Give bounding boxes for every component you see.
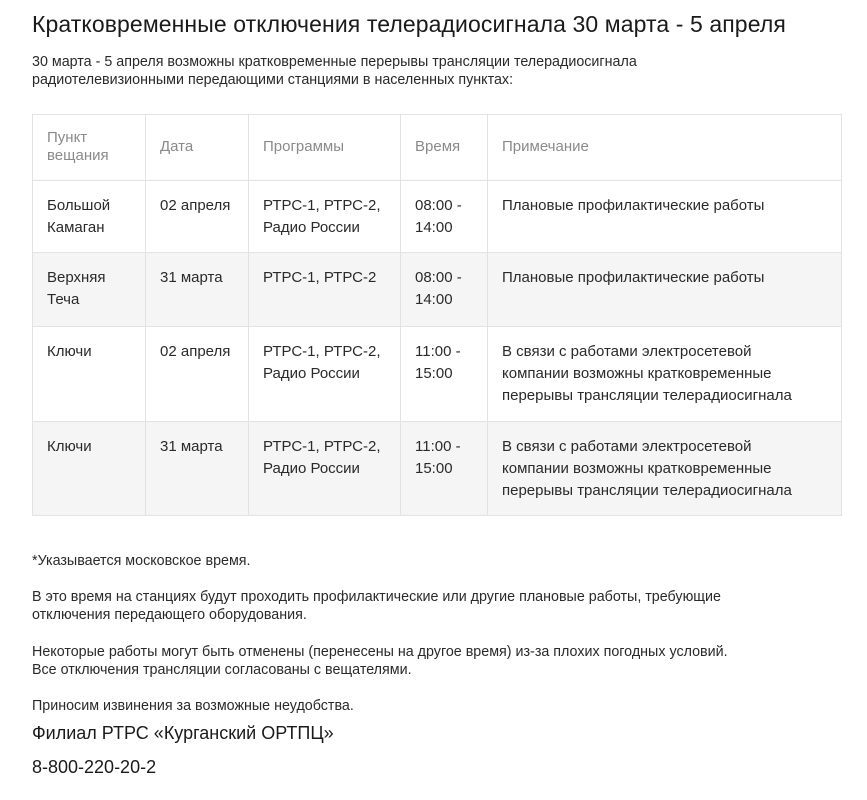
header-date: Дата [146, 115, 249, 181]
table-row [33, 327, 842, 422]
intro-text [32, 53, 834, 89]
cell-note: Плановые профилактические работы [488, 253, 842, 327]
cell-note: В связи с работами электросетевой компании возможны кратковременные перерывы трансляции телерадиосигнала [488, 327, 842, 422]
header-note: Примечание [488, 115, 842, 181]
cell-date: 31 марта [146, 253, 249, 327]
intro-line: 30 марта - 5 апреля возможны кратковременные перерывы трансляции телерадиосигнала [32, 54, 637, 70]
cell-programs: РТРС-1, РТРС-2, Радио России [249, 422, 401, 516]
works-note-line: В это время на станциях будут проходить профилактические или другие плановые работы, требующие [32, 589, 721, 605]
table-row [33, 422, 842, 516]
intro-line: радиотелевизионными передающими станциями в населенных пунктах: [32, 72, 514, 88]
cell-date: 31 марта [146, 422, 249, 516]
cell-note: В связи с работами электросетевой компании возможны кратковременные перерывы трансляции телерадиосигнала [488, 422, 842, 516]
works-note-line: отключения передающего оборудования. [32, 607, 307, 623]
cell-point: Ключи [33, 422, 146, 516]
header-programs: Программы [249, 115, 401, 181]
header-time: Время [401, 115, 488, 181]
cell-point: Большой Камаган [33, 181, 146, 253]
cell-time: 08:00 - 14:00 [401, 181, 488, 253]
cell-date: 02 апреля [146, 181, 249, 253]
apology-note: Приносим извинения за возможные неудобства. [32, 698, 354, 714]
table-header-row [33, 115, 842, 181]
cell-point: Ключи [33, 327, 146, 422]
weather-note-line: Некоторые работы могут быть отменены (перенесены на другое время) из-за плохих погодных условий. [32, 644, 728, 660]
header-point [33, 115, 146, 181]
table-row [33, 181, 842, 253]
cell-note: Плановые профилактические работы [488, 181, 842, 253]
cell-date: 02 апреля [146, 327, 249, 422]
cell-time: 08:00 - 14:00 [401, 253, 488, 327]
weather-note-line: Все отключения трансляции согласованы с вещателями. [32, 662, 412, 678]
header-point-line: Пункт [47, 129, 88, 146]
phone-number: 8-800-220-20-2 [32, 757, 157, 777]
page-title: Кратковременные отключения телерадиосигнала 30 марта - 5 апреля [32, 11, 786, 37]
header-point-line: вещания [47, 147, 109, 164]
cell-time: 11:00 - 15:00 [401, 327, 488, 422]
cell-point: Верхняя Теча [33, 253, 146, 327]
works-note [32, 588, 834, 624]
organization-name: Филиал РТРС «Курганский ОРТПЦ» [32, 723, 334, 743]
cell-programs: РТРС-1, РТРС-2 [249, 253, 401, 327]
moscow-time-note: *Указывается московское время. [32, 553, 251, 569]
weather-note [32, 643, 834, 679]
cell-programs: РТРС-1, РТРС-2, Радио России [249, 181, 401, 253]
outage-table [32, 114, 842, 516]
table-row [33, 253, 842, 327]
cell-time: 11:00 - 15:00 [401, 422, 488, 516]
cell-programs: РТРС-1, РТРС-2, Радио России [249, 327, 401, 422]
